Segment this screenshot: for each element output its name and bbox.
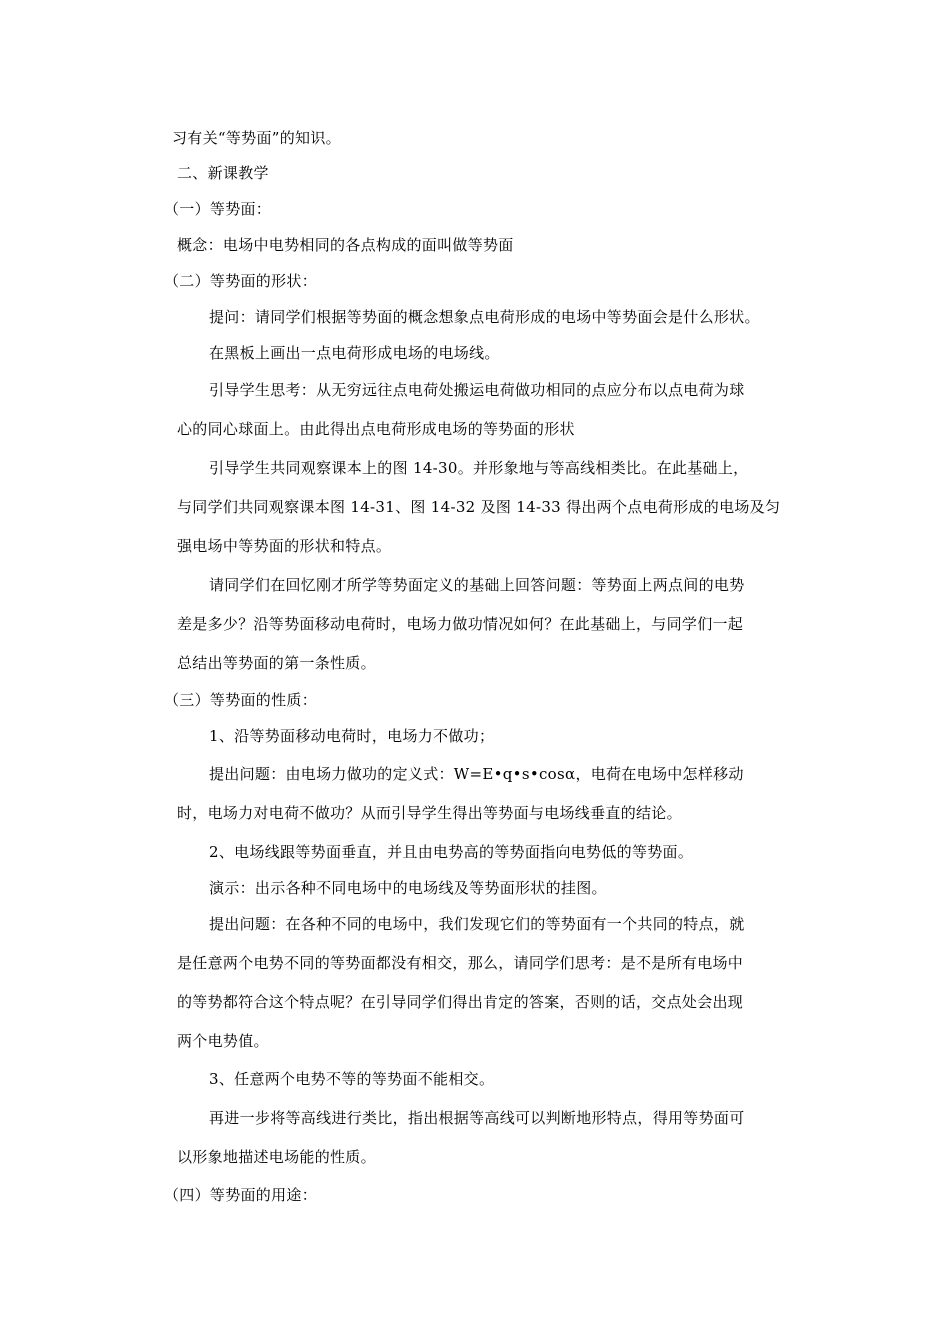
subsection-heading: （三）等势面的性质：: [164, 691, 318, 709]
text-line: 以形象地描述电场能的性质。: [177, 1148, 376, 1166]
subsection-heading: （四）等势面的用途：: [164, 1186, 318, 1204]
text-line: 提出问题：在各种不同的电场中，我们发现它们的等势面有一个共同的特点，就: [209, 915, 745, 933]
text-line: 再进一步将等高线进行类比，指出根据等高线可以判断地形特点，得用等势面可: [209, 1109, 745, 1127]
text-line: 与同学们共同观察课本图 14-31、图 14-32 及图 14-33 得出两个点电荷形成的电场及匀: [177, 498, 781, 516]
text-line: 请同学们在回忆刚才所学等势面定义的基础上回答问题：等势面上两点间的电势: [209, 576, 745, 594]
text-line: 习有关“等势面”的知识。: [172, 129, 341, 147]
subsection-heading: （二）等势面的形状：: [164, 272, 318, 290]
text-line: 引导学生思考：从无穷远往点电荷处搬运电荷做功相同的点应分布以点电荷为球: [209, 381, 745, 399]
text-line: 提出问题：由电场力做功的定义式：W=E•q•s•cosα，电荷在电场中怎样移动: [209, 765, 744, 783]
text-line: 2、电场线跟等势面垂直，并且由电势高的等势面指向电势低的等势面。: [209, 843, 694, 861]
text-line: 差是多少？沿等势面移动电荷时，电场力做功情况如何？在此基础上，与同学们一起: [177, 615, 744, 633]
text-line: 引导学生共同观察课本上的图 14-30。并形象地与等高线相类比。在此基础上，: [209, 459, 749, 477]
section-heading: 二、新课教学: [177, 164, 269, 182]
text-line: 两个电势值。: [177, 1032, 269, 1050]
text-line: 演示：出示各种不同电场中的电场线及等势面形状的挂图。: [209, 879, 607, 897]
text-line: 提问：请同学们根据等势面的概念想象点电荷形成的电场中等势面会是什么形状。: [209, 308, 760, 326]
text-line: 概念：电场中电势相同的各点构成的面叫做等势面: [177, 236, 514, 254]
text-line: 心的同心球面上。由此得出点电荷形成电场的等势面的形状: [177, 420, 575, 438]
text-line: 总结出等势面的第一条性质。: [177, 654, 376, 672]
subsection-heading: （一）等势面：: [164, 200, 272, 218]
text-line: 时，电场力对电荷不做功？从而引导学生得出等势面与电场线垂直的结论。: [177, 804, 682, 822]
text-line: 在黑板上画出一点电荷形成电场的电场线。: [209, 344, 500, 362]
text-line: 的等势都符合这个特点呢？在引导同学们得出肯定的答案，否则的话，交点处会出现: [177, 993, 744, 1011]
text-line: 强电场中等势面的形状和特点。: [177, 537, 392, 555]
text-line: 3、任意两个电势不等的等势面不能相交。: [209, 1070, 495, 1088]
text-line: 1、沿等势面移动电荷时，电场力不做功；: [209, 727, 495, 745]
text-line: 是任意两个电势不同的等势面都没有相交，那么，请同学们思考：是不是所有电场中: [177, 954, 744, 972]
